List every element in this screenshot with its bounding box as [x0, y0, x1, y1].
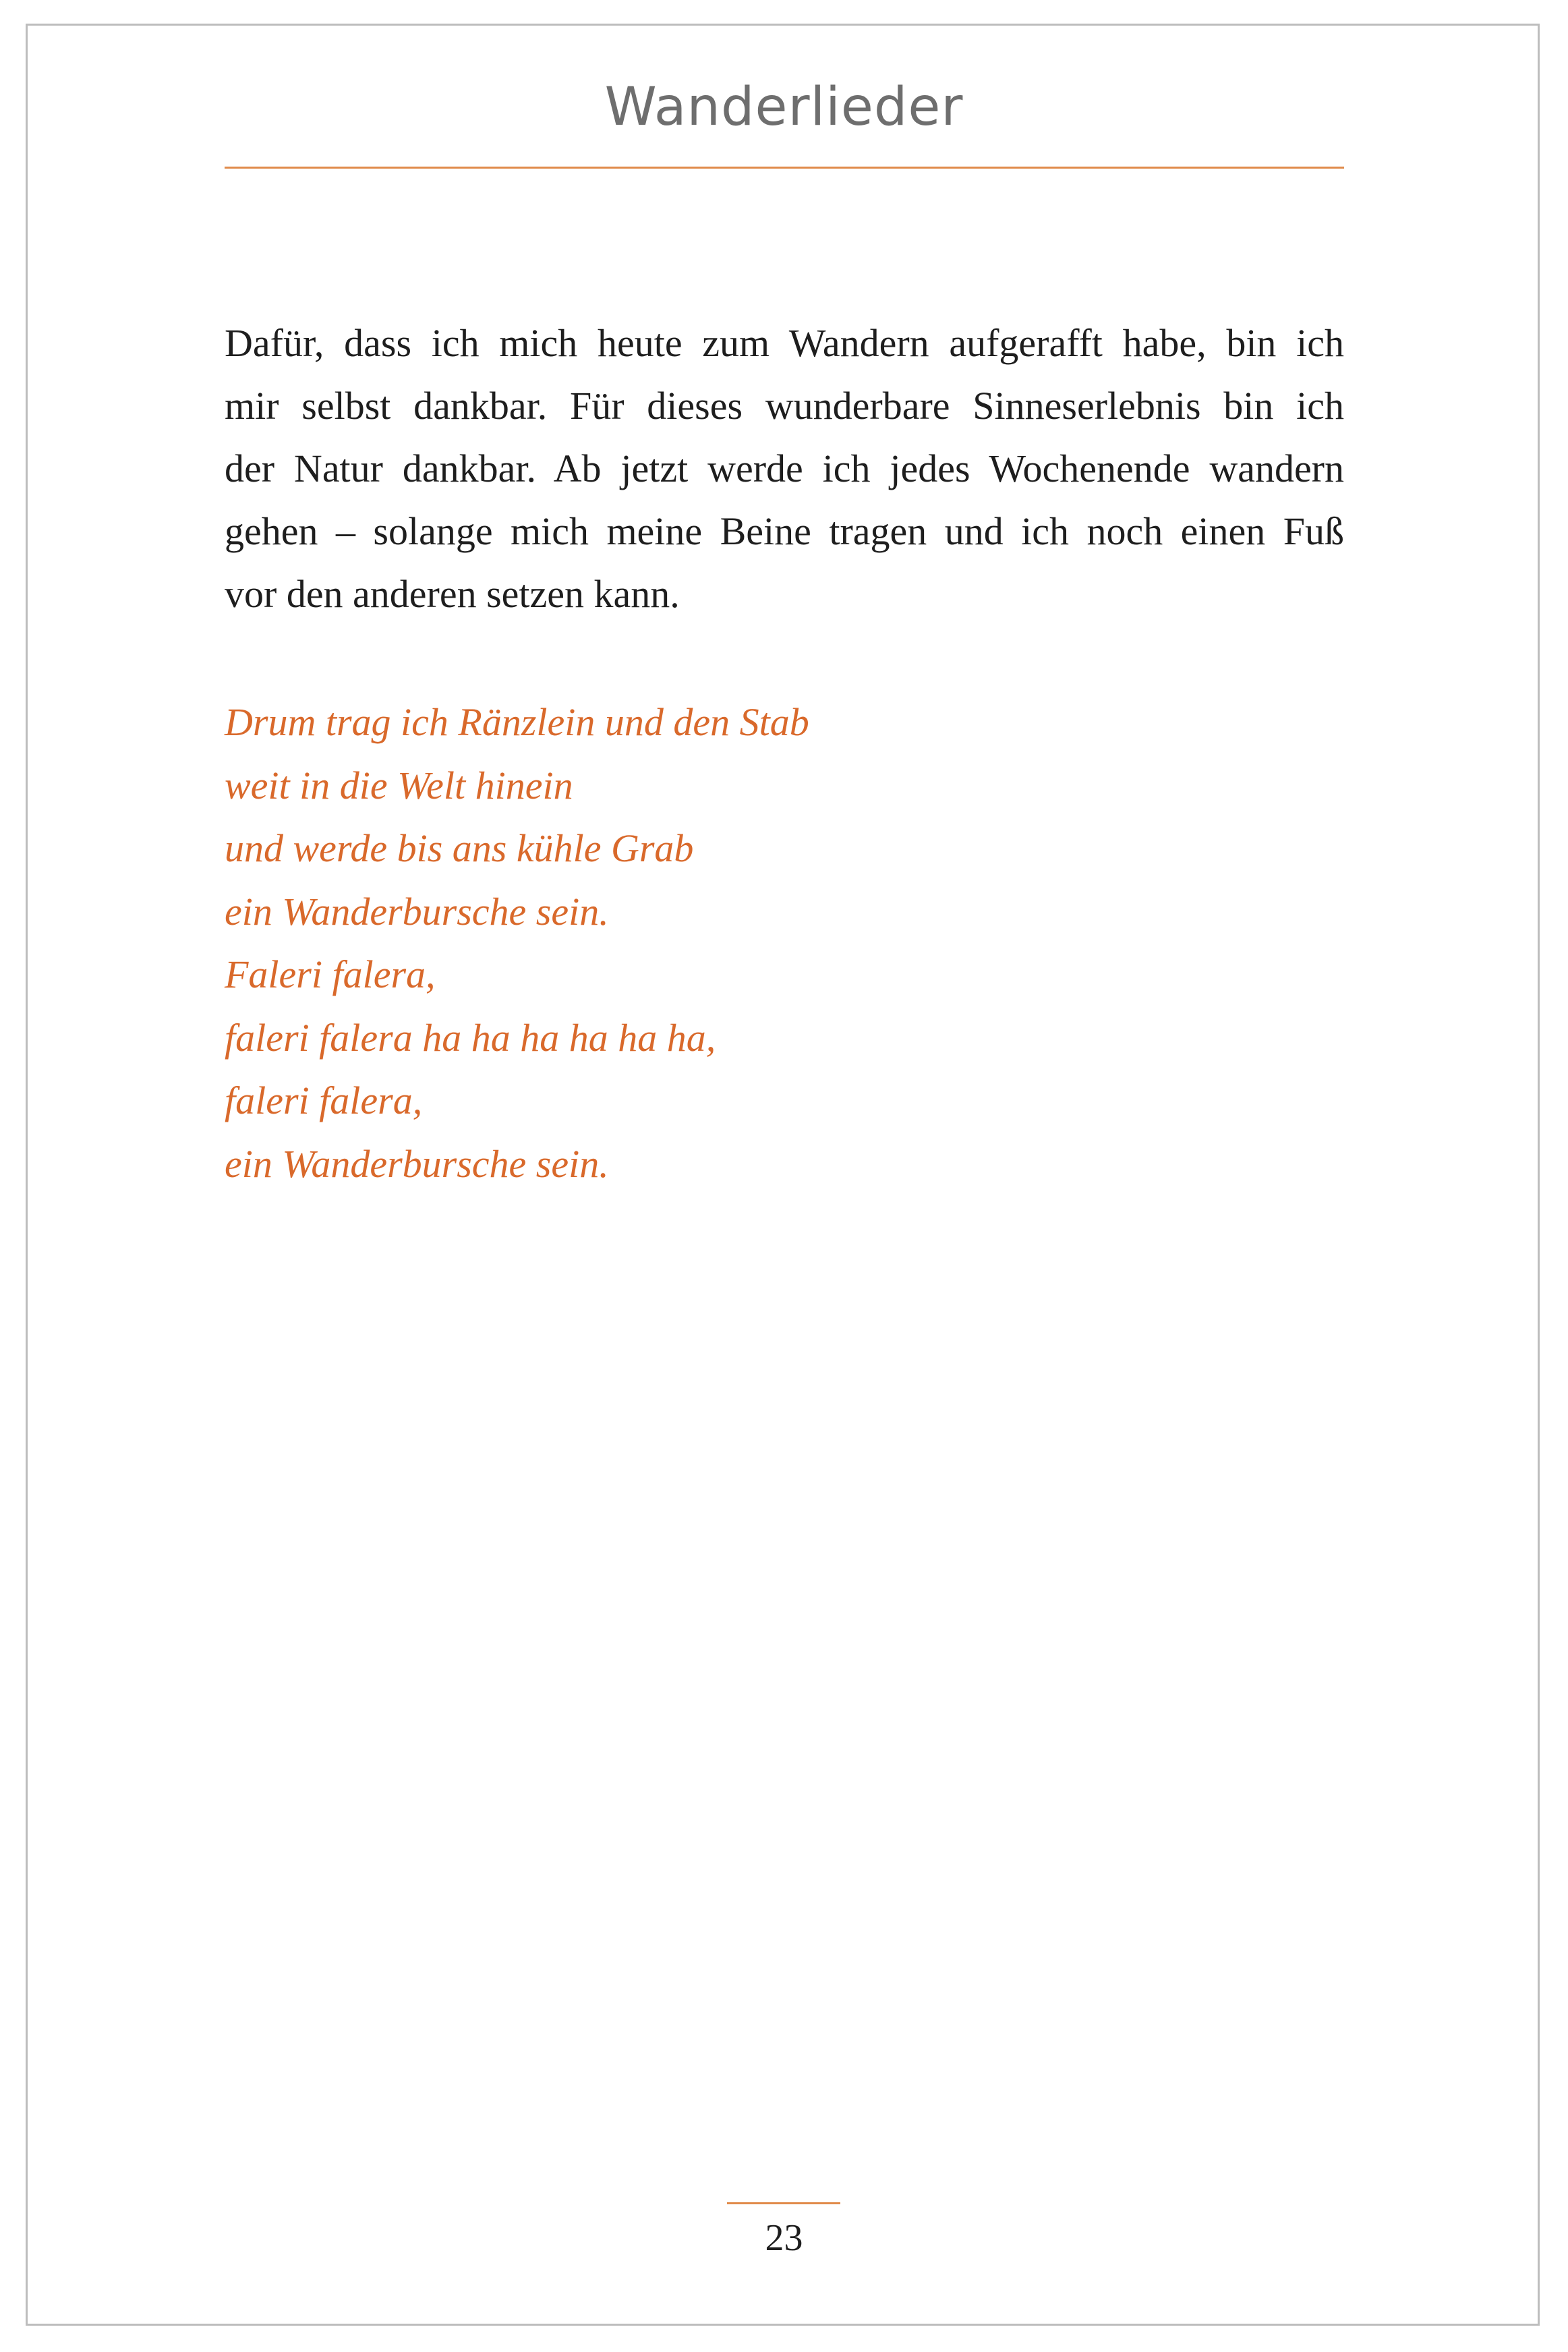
body-line: mir selbst dankbar. Für dieses wunderbare Sinneserlebnis bin ich: [225, 384, 1344, 428]
verse-line: ein Wanderbursche sein.: [225, 1141, 609, 1186]
body-line: Dafür, dass ich mich heute zum Wandern aufgerafft habe, bin ich: [225, 321, 1344, 365]
verse-line: faleri falera,: [225, 1079, 423, 1122]
verse-line: Drum trag ich Ränzlein und den Stab: [225, 700, 809, 744]
body-paragraph: [225, 312, 1344, 625]
song-verse: [225, 691, 809, 1195]
header-divider: [225, 167, 1344, 169]
body-line: der Natur dankbar. Ab jetzt werde ich jedes Wochenende wandern: [225, 447, 1344, 490]
body-line: gehen – solange mich meine Beine tragen und ich noch einen Fuß: [225, 509, 1344, 553]
body-line: vor den anderen setzen kann.: [225, 572, 680, 616]
running-head-title: Wanderlieder: [604, 77, 964, 138]
footer-divider: [727, 2202, 840, 2204]
verse-line: und werde bis ans kühle Grab: [225, 826, 694, 870]
verse-line: weit in die Welt hinein: [225, 763, 573, 807]
verse-line: Faleri falera,: [225, 952, 436, 996]
verse-line: faleri falera ha ha ha ha ha ha,: [225, 1015, 716, 1060]
page-number: 23: [765, 2217, 803, 2259]
verse-line: ein Wanderbursche sein.: [225, 889, 609, 934]
